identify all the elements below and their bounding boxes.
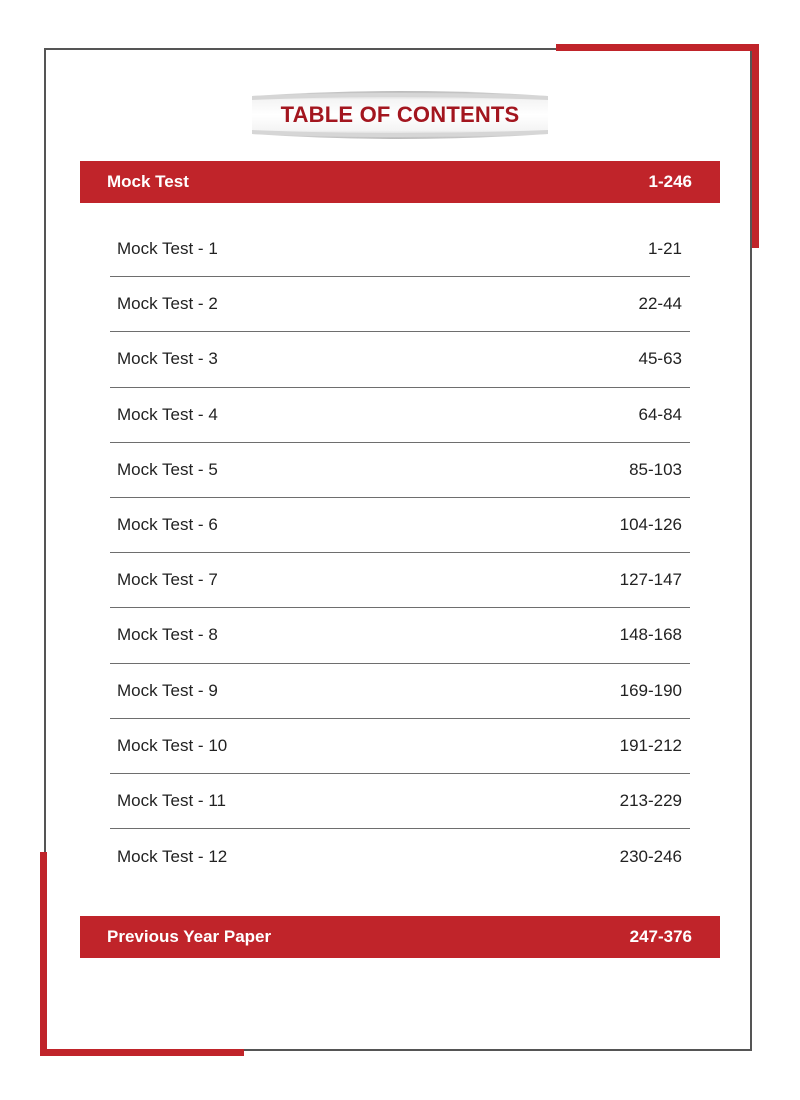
toc-entry-label: Mock Test - 1 bbox=[117, 239, 218, 259]
section-header-mock-test[interactable] bbox=[80, 161, 720, 203]
top-right-accent-horizontal bbox=[556, 44, 759, 51]
toc-row-mock-test-11[interactable] bbox=[110, 774, 690, 829]
section-label: Mock Test bbox=[107, 172, 189, 191]
toc-entry-label: Mock Test - 7 bbox=[117, 570, 218, 590]
page-title: TABLE OF CONTENTS bbox=[280, 102, 520, 127]
bottom-left-accent-vertical bbox=[40, 852, 47, 1056]
toc-entry-label: Mock Test - 11 bbox=[117, 790, 226, 810]
toc-row-mock-test-5[interactable] bbox=[110, 443, 690, 498]
toc-entry-pages: 213-229 bbox=[619, 790, 682, 810]
toc-entry-pages: 85-103 bbox=[629, 459, 682, 479]
toc-entry-pages: 1-21 bbox=[647, 239, 682, 259]
toc-entry-label: Mock Test - 10 bbox=[117, 735, 228, 755]
toc-entry-label: Mock Test - 4 bbox=[117, 404, 218, 424]
toc-entry-pages: 22-44 bbox=[638, 294, 682, 314]
toc-entry-pages: 191-212 bbox=[619, 735, 682, 755]
toc-entry-label: Mock Test - 3 bbox=[117, 349, 218, 369]
toc-entry-label: Mock Test - 8 bbox=[117, 625, 218, 645]
section-header-previous-year-paper[interactable] bbox=[80, 916, 720, 958]
toc-entry-pages: 127-147 bbox=[619, 570, 682, 590]
toc-row-mock-test-8[interactable] bbox=[110, 608, 690, 663]
toc-entry-label: Mock Test - 2 bbox=[117, 294, 218, 314]
toc-entry-pages: 230-246 bbox=[619, 846, 682, 866]
toc-row-mock-test-7[interactable] bbox=[110, 553, 690, 608]
toc-entry-pages: 45-63 bbox=[638, 349, 682, 369]
toc-entry-label: Mock Test - 5 bbox=[117, 459, 218, 479]
toc-row-mock-test-12[interactable] bbox=[110, 829, 690, 884]
toc-entry-pages: 148-168 bbox=[619, 625, 682, 645]
section-label: Previous Year Paper bbox=[107, 927, 272, 946]
toc-row-mock-test-3[interactable] bbox=[110, 332, 690, 387]
toc-entry-label: Mock Test - 12 bbox=[117, 846, 228, 866]
toc-list bbox=[110, 222, 690, 884]
toc-row-mock-test-2[interactable] bbox=[110, 277, 690, 332]
toc-row-mock-test-1[interactable] bbox=[110, 222, 690, 277]
section-page-range: 247-376 bbox=[629, 927, 692, 946]
bottom-left-accent-horizontal bbox=[40, 1049, 244, 1056]
toc-row-mock-test-6[interactable] bbox=[110, 498, 690, 553]
toc-row-mock-test-4[interactable] bbox=[110, 388, 690, 443]
title-plate bbox=[252, 88, 548, 142]
section-page-range: 1-246 bbox=[648, 172, 692, 191]
toc-entry-label: Mock Test - 9 bbox=[117, 680, 218, 700]
toc-entry-label: Mock Test - 6 bbox=[117, 515, 218, 535]
toc-entry-pages: 104-126 bbox=[619, 515, 682, 535]
toc-row-mock-test-9[interactable] bbox=[110, 664, 690, 719]
toc-entry-pages: 169-190 bbox=[619, 680, 682, 700]
toc-entry-pages: 64-84 bbox=[638, 404, 682, 424]
toc-row-mock-test-10[interactable] bbox=[110, 719, 690, 774]
top-right-accent-vertical bbox=[752, 44, 759, 248]
